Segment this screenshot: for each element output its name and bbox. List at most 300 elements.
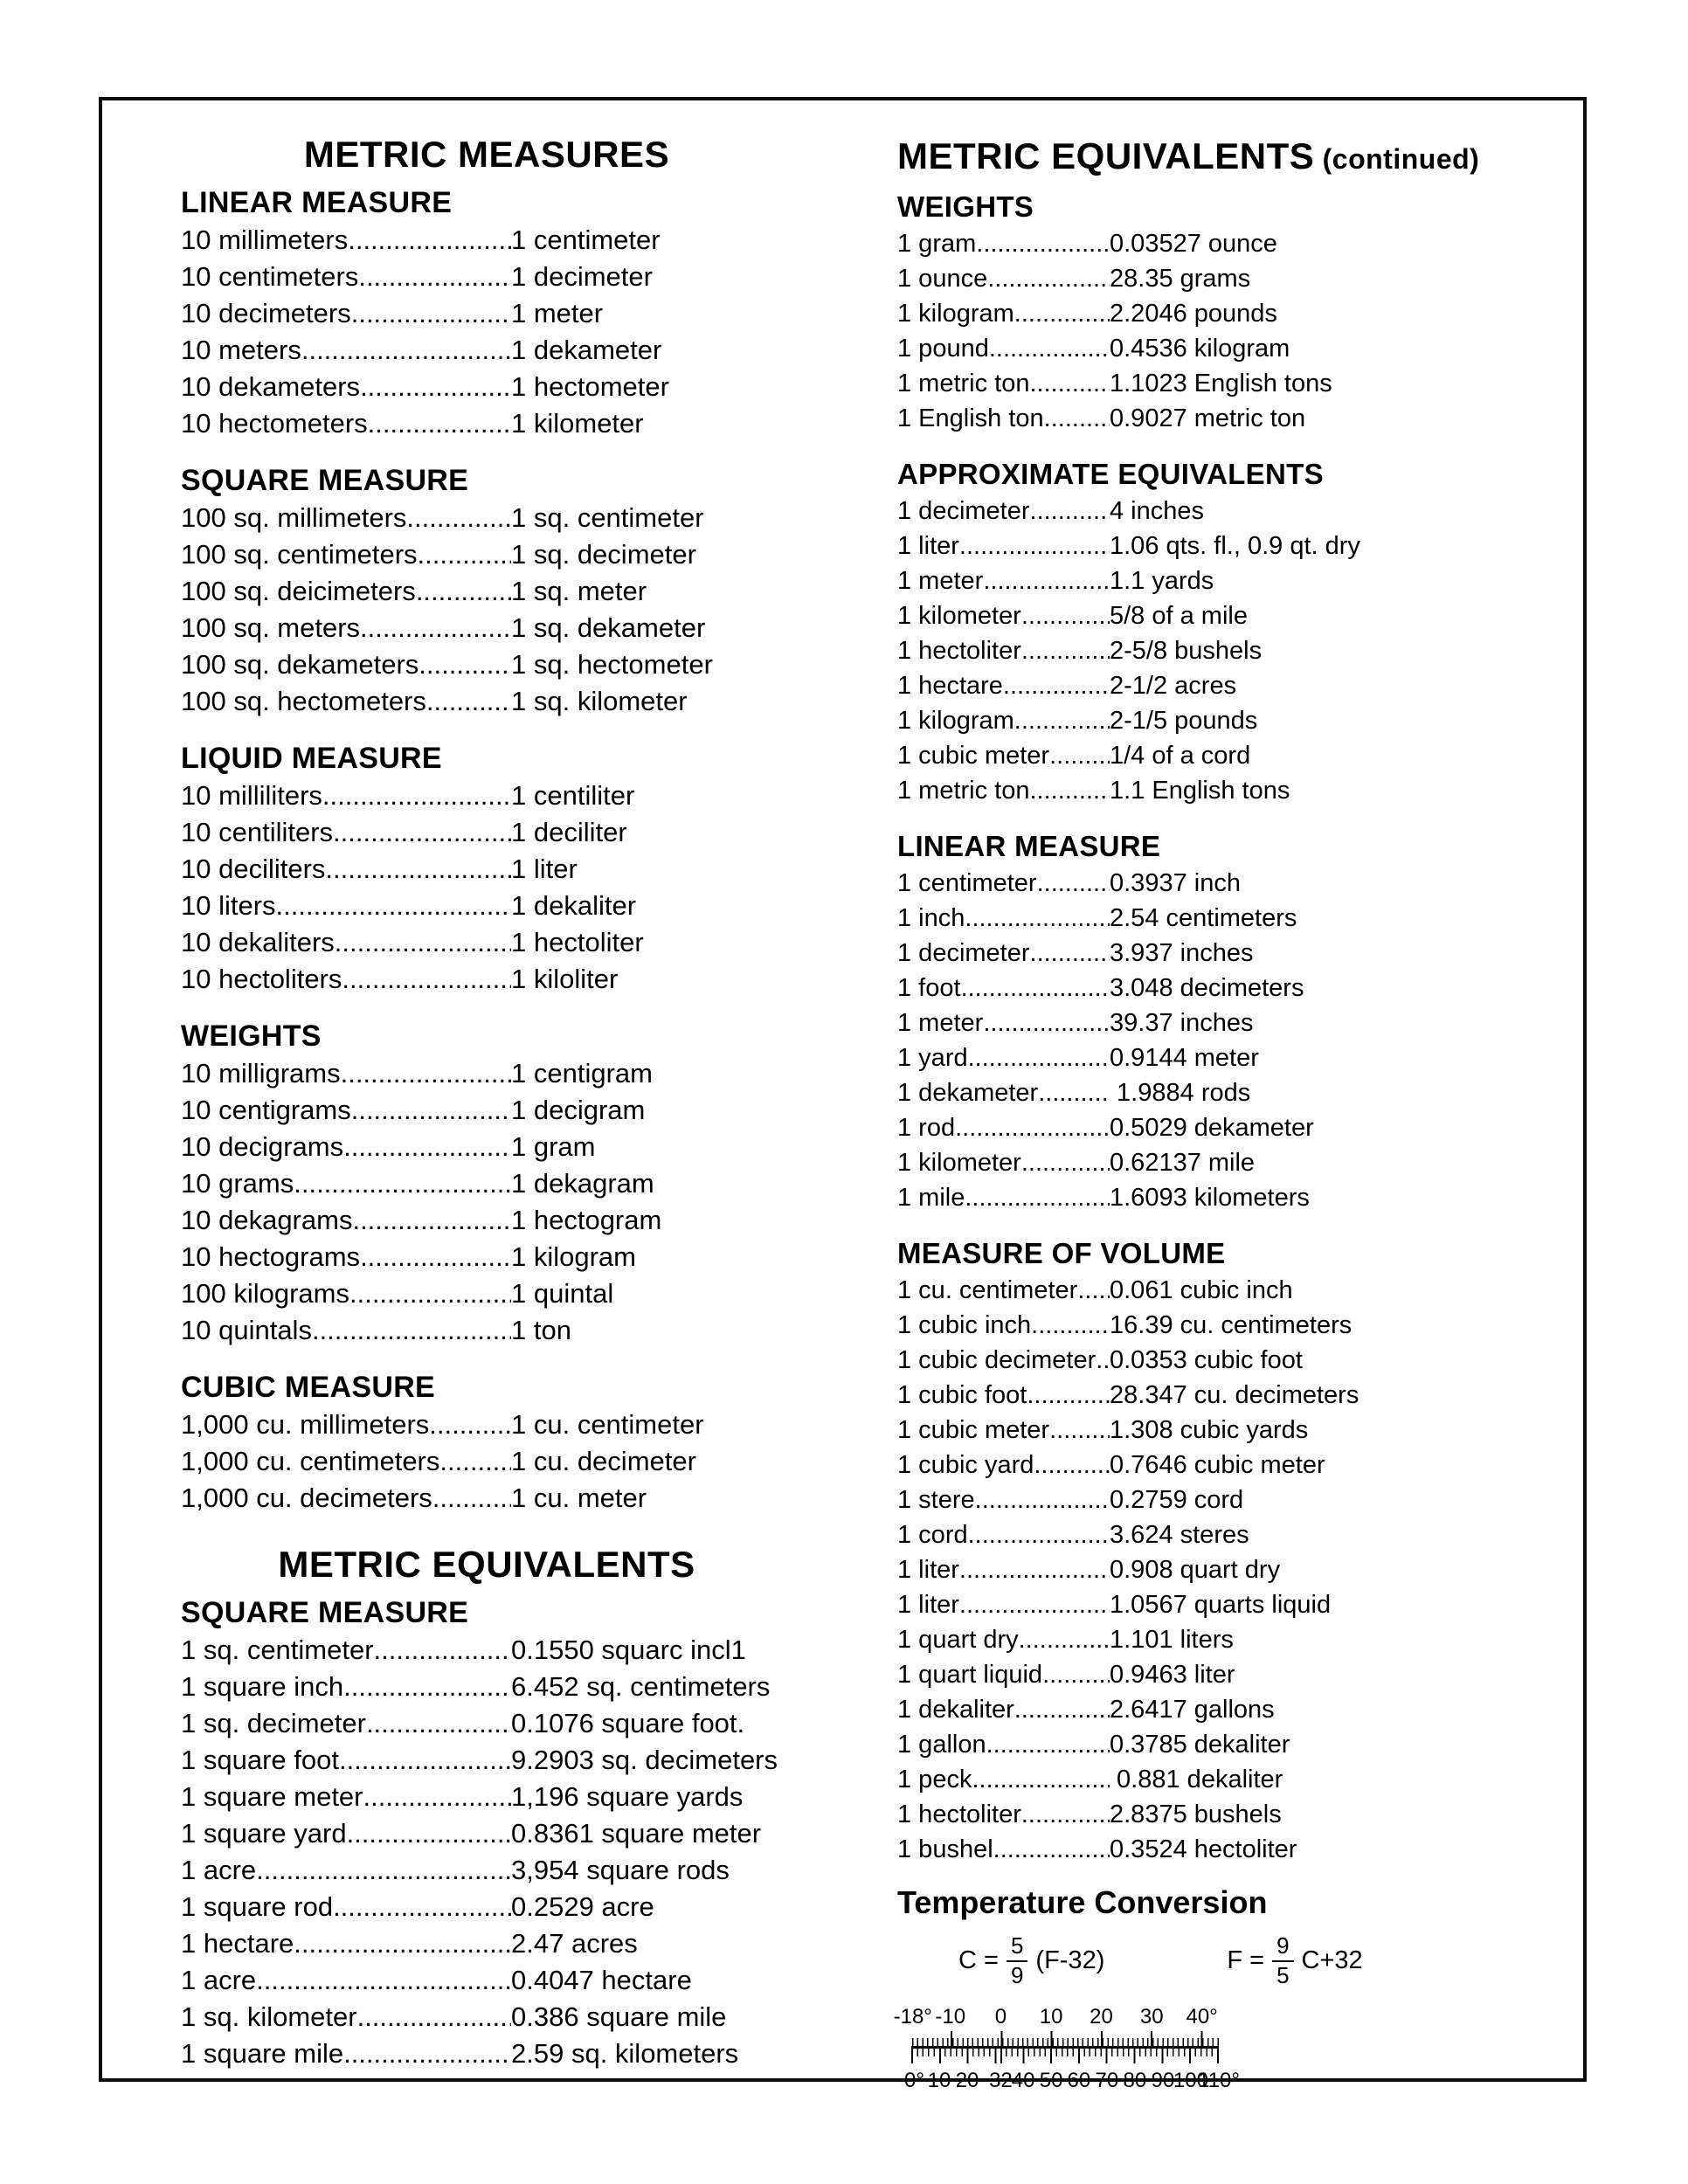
row-value: 1 sq. decimeter (511, 539, 696, 570)
fahrenheit-labels (904, 2063, 1240, 2092)
conversion-row (897, 261, 1526, 296)
row-value: 2.54 centimeters (1110, 904, 1297, 932)
row-term: 1 acre (181, 1855, 257, 1885)
conversion-row (181, 1742, 792, 1779)
row-value: 1 centiliter (511, 780, 635, 811)
celsius-tick-label: -18° (893, 2004, 932, 2028)
thermometer-scale (893, 2003, 1240, 2092)
row-value: 0.8361 square meter (511, 1818, 762, 1849)
row-term: 1 square meter (181, 1781, 363, 1812)
conversion-row (897, 1482, 1526, 1517)
conversion-row (181, 924, 792, 961)
conversion-row (181, 646, 792, 683)
conversion-row (181, 332, 792, 369)
row-term: 1 cubic foot (897, 1381, 1027, 1409)
row-term: 1 acre (181, 1965, 257, 1995)
row-value: 1 hectogram (511, 1205, 662, 1235)
row-value: 39.37 inches (1110, 1009, 1254, 1037)
fahrenheit-formula (1227, 1933, 1362, 1989)
conversion-row (897, 1075, 1526, 1110)
row-value: 2.8375 bushels (1110, 1800, 1282, 1828)
section-heading: SQUARE MEASURE (181, 1596, 469, 1629)
conversion-row (897, 1448, 1526, 1482)
row-term: 10 milliliters (181, 780, 322, 811)
row-term: 1 liter (897, 532, 959, 560)
section-heading: LINEAR MEASURE (897, 830, 1161, 862)
row-value: 1 kilogram (511, 1241, 636, 1272)
dot-leader (333, 1889, 511, 1925)
conversion-row (181, 222, 792, 259)
dot-leader (983, 563, 1110, 598)
conversion-row (181, 573, 792, 610)
dot-leader (352, 1202, 511, 1239)
section-liquid-measure (181, 739, 792, 998)
row-value: 0.4536 kilogram (1110, 335, 1290, 363)
row-value: 0.1076 square foot. (511, 1708, 745, 1738)
conversion-row (181, 1406, 792, 1443)
conversion-row (181, 259, 792, 295)
conversion-row (897, 1587, 1526, 1622)
row-term: 1 gram (897, 230, 977, 258)
row-term: 1 cord (897, 1521, 968, 1549)
row-value: 0.061 cubic inch (1110, 1276, 1293, 1304)
row-term: 1 square rod (181, 1891, 334, 1922)
row-value: 1 hectometer (511, 371, 669, 402)
row-value: 1.1 yards (1110, 567, 1214, 595)
conversion-row (181, 1779, 792, 1815)
row-term: 10 centigrams (181, 1095, 351, 1125)
fahrenheit-tick-label: 100 (1173, 2068, 1208, 2092)
dot-leader (366, 1705, 511, 1742)
row-value: 1 kilometer (511, 408, 644, 439)
fraction-denominator: 5 (1276, 1961, 1290, 1988)
dot-leader (294, 1925, 511, 1962)
row-value: 3,954 square rods (511, 1855, 730, 1885)
row-term: 10 decigrams (181, 1131, 344, 1162)
section-eq-weights (897, 188, 1526, 436)
row-value: 1 sq. dekameter (511, 612, 706, 643)
conversion-row (897, 936, 1526, 971)
row-term: 1 dekaliter (897, 1696, 1014, 1724)
row-term: 1 mile (897, 1184, 965, 1212)
dot-leader (986, 1727, 1110, 1762)
conversion-row (897, 1517, 1526, 1552)
temperature-formulas (958, 1933, 1526, 1989)
fahrenheit-ticks (911, 2049, 1219, 2063)
row-value: 2.47 acres (511, 1928, 638, 1959)
row-term: 1,000 cu. centimeters (181, 1446, 440, 1476)
section-heading: APPROXIMATE EQUIVALENTS (897, 458, 1324, 490)
row-value: 0.7646 cubic meter (1110, 1451, 1325, 1479)
row-term: 10 quintals (181, 1315, 312, 1345)
row-value: 1 sq. kilometer (511, 686, 688, 716)
row-term: 1 decimeter (897, 939, 1030, 967)
row-value: 2.6417 gallons (1110, 1696, 1275, 1724)
dot-leader (351, 295, 511, 332)
celsius-tick-label: 10 (1039, 2004, 1063, 2028)
row-term: 1 stere (897, 1486, 975, 1514)
row-term: 1 hectare (181, 1928, 294, 1959)
conversion-row (897, 1308, 1526, 1343)
dot-leader (1030, 494, 1110, 529)
conversion-row (897, 1145, 1526, 1180)
row-value: 0.2529 acre (511, 1891, 654, 1922)
conversion-row (181, 1165, 792, 1202)
row-term: 1 sq. decimeter (181, 1708, 366, 1738)
row-term: 10 dekagrams (181, 1205, 353, 1235)
dot-leader (339, 1742, 511, 1779)
conversion-row (897, 773, 1526, 808)
dot-leader (1021, 598, 1110, 633)
conversion-row (181, 1239, 792, 1275)
row-value: 9.2903 sq. decimeters (511, 1745, 778, 1775)
dot-leader (1077, 1273, 1110, 1308)
row-value: 1.9884 rods (1110, 1079, 1251, 1107)
fahrenheit-tick-label: 40 (1011, 2068, 1035, 2092)
dot-leader (426, 683, 511, 720)
row-value: 1 dekaliter (511, 890, 637, 921)
conversion-row (181, 295, 792, 332)
left-column (181, 128, 792, 2072)
row-value: 1 sq. centimeter (511, 502, 704, 533)
row-value: 1.308 cubic yards (1110, 1416, 1309, 1444)
row-term: 1 gallon (897, 1731, 986, 1759)
dot-leader (322, 778, 511, 814)
conversion-row (897, 668, 1526, 703)
row-value: 1 kiloliter (511, 964, 619, 994)
dot-leader (975, 1482, 1110, 1517)
row-term: 1 metric ton (897, 370, 1030, 397)
row-value: 0.4047 hectare (511, 1965, 692, 1995)
section-heading: WEIGHTS (181, 1019, 322, 1053)
dot-leader (341, 1055, 511, 1092)
row-term: 10 hectoliters (181, 964, 342, 994)
conversion-row (181, 1480, 792, 1517)
conversion-row (181, 536, 792, 573)
row-value: 1.101 liters (1110, 1626, 1234, 1654)
dot-leader (987, 261, 1110, 296)
dot-leader (416, 573, 511, 610)
row-term: 100 kilograms (181, 1278, 349, 1309)
dot-leader (343, 1669, 511, 1705)
row-term: 1 centimeter (897, 869, 1037, 897)
row-value: 0.1550 squarc incl1 (511, 1635, 746, 1665)
dot-leader (1030, 936, 1110, 971)
conversion-row (181, 1815, 792, 1852)
section-square-measure (181, 461, 792, 720)
conversion-row (897, 1552, 1526, 1587)
conversion-row (181, 405, 792, 442)
row-value: 3.048 decimeters (1110, 974, 1304, 1002)
dot-leader (955, 1110, 1110, 1145)
dot-leader (983, 1006, 1110, 1040)
conversion-row (181, 851, 792, 888)
dot-leader (357, 1999, 511, 2035)
row-term: 1 meter (897, 1009, 984, 1037)
row-value: 2-1/5 pounds (1110, 707, 1258, 735)
row-value: 3.624 steres (1110, 1521, 1249, 1549)
conversion-row (181, 1705, 792, 1742)
dot-leader (419, 646, 511, 683)
dot-leader (1037, 866, 1110, 901)
dot-leader (294, 1165, 511, 1202)
conversion-row (181, 1669, 792, 1705)
dot-leader (965, 901, 1110, 936)
dot-leader (1042, 1657, 1110, 1692)
row-term: 1 hectoliter (897, 1800, 1021, 1828)
row-term: 10 hectometers (181, 408, 368, 439)
row-term: 1 English ton (897, 404, 1044, 432)
conversion-row (897, 296, 1526, 331)
conversion-row (897, 331, 1526, 366)
conversion-row (181, 369, 792, 405)
dot-leader (1019, 1622, 1110, 1657)
conversion-row (897, 494, 1526, 529)
row-term: 10 centiliters (181, 817, 334, 847)
row-value: 1 liter (511, 854, 578, 884)
row-value: 1 decimeter (511, 261, 653, 292)
dot-leader (1038, 1075, 1110, 1110)
dot-leader (276, 888, 511, 924)
row-term: 1 cu. centimeter (897, 1276, 1078, 1304)
row-term: 1 yard (897, 1044, 968, 1072)
conversion-row (897, 1040, 1526, 1075)
dot-leader (363, 1779, 512, 1815)
row-value: 1 quintal (511, 1278, 614, 1309)
conversion-row (181, 1312, 792, 1349)
dot-leader (968, 1040, 1110, 1075)
row-term: 1 sq. centimeter (181, 1635, 374, 1665)
row-value: 1 centimeter (511, 225, 661, 255)
row-value: 1 meter (511, 298, 604, 328)
dot-leader (1021, 1145, 1110, 1180)
row-value: 4 inches (1110, 497, 1205, 525)
row-value: 1 ton (511, 1315, 571, 1345)
row-term: 10 dekaliters (181, 927, 335, 957)
conversion-row (181, 1962, 792, 1999)
row-value: 1.6093 kilometers (1110, 1184, 1310, 1212)
dot-leader (343, 2035, 511, 2072)
conversion-row (181, 1129, 792, 1165)
conversion-row (181, 683, 792, 720)
dot-leader (343, 1129, 511, 1165)
page-title-metric-measures: METRIC MEASURES (303, 134, 670, 175)
temperature-conversion-section (893, 1883, 1526, 2092)
row-term: 10 millimeters (181, 225, 349, 255)
row-value: 1 sq. hectometer (511, 649, 713, 680)
title-continued-suffix: (continued) (1314, 143, 1480, 175)
row-term: 1 kilogram (897, 300, 1014, 328)
celsius-formula (958, 1933, 1104, 1989)
row-term: 1 liter (897, 1556, 959, 1584)
row-value: 1 gram (511, 1131, 596, 1162)
row-value: 0.2759 cord (1110, 1486, 1244, 1514)
celsius-tick-label: 20 (1090, 2004, 1113, 2028)
conversion-row (181, 1999, 792, 2035)
row-value: 1 cu. decimeter (511, 1446, 696, 1476)
row-term: 1 meter (897, 567, 984, 595)
conversion-row (897, 1378, 1526, 1413)
section-approximate-equivalents (897, 455, 1526, 808)
dot-leader (959, 1587, 1110, 1622)
dot-leader (959, 1552, 1110, 1587)
row-term: 100 sq. millimeters (181, 502, 407, 533)
row-value: 0.0353 cubic foot (1110, 1346, 1303, 1374)
fahrenheit-tick-label: 80 (1123, 2068, 1147, 2092)
row-term: 10 decimeters (181, 298, 351, 328)
row-term: 100 sq. centimeters (181, 539, 418, 570)
conversion-row (181, 1889, 792, 1925)
row-value: 0.908 quart dry (1110, 1556, 1281, 1584)
dot-leader (972, 1762, 1110, 1797)
row-term: 1 cubic decimeter (897, 1346, 1097, 1374)
celsius-labels (893, 2003, 1219, 2031)
row-term: 1 cubic inch (897, 1311, 1032, 1339)
fahrenheit-tick-label: 20 (955, 2068, 979, 2092)
dot-leader (429, 1406, 511, 1443)
dot-leader (360, 610, 511, 646)
dot-leader (1014, 296, 1110, 331)
row-term: 1 square inch (181, 1671, 344, 1702)
dot-leader (1014, 1692, 1110, 1727)
row-term: 1 dekameter (897, 1079, 1039, 1107)
dot-leader (1027, 1378, 1110, 1413)
row-term: 1 kilometer (897, 602, 1021, 630)
dot-leader (976, 226, 1110, 261)
row-value: 2-5/8 bushels (1110, 637, 1263, 665)
dot-leader (1049, 1413, 1110, 1448)
conversion-row (897, 1343, 1526, 1378)
dot-leader (335, 924, 511, 961)
dot-leader (360, 369, 511, 405)
row-term: 100 sq. hectometers (181, 686, 426, 716)
row-value: 2.2046 pounds (1110, 300, 1277, 328)
conversion-row (181, 1925, 792, 1962)
conversion-row (181, 961, 792, 998)
fraction (1007, 1933, 1027, 1989)
conversion-row (897, 971, 1526, 1006)
dot-leader (439, 1443, 511, 1480)
conversion-row (181, 888, 792, 924)
conversion-row (181, 1202, 792, 1239)
row-value: 1 hectoliter (511, 927, 644, 957)
row-value: 1.1023 English tons (1110, 370, 1332, 397)
fraction-denominator: 9 (1010, 1961, 1024, 1988)
section-heading: WEIGHTS (897, 190, 1034, 223)
conversion-row (897, 529, 1526, 563)
row-term: 1 foot (897, 974, 961, 1002)
dot-leader (1034, 1448, 1110, 1482)
fahrenheit-tick-label: 32 (989, 2068, 1013, 2092)
row-term: 10 liters (181, 890, 276, 921)
formula-rhs: C+32 (1301, 1946, 1363, 1975)
fahrenheit-tick-label: 60 (1067, 2068, 1091, 2092)
row-term: 1,000 cu. decimeters (181, 1482, 432, 1513)
dot-leader (349, 1275, 511, 1312)
row-term: 1 quart dry (897, 1626, 1019, 1654)
dot-leader (1030, 773, 1110, 808)
dot-leader (432, 1480, 511, 1517)
row-term: 1 quart liquid (897, 1661, 1043, 1689)
row-value: 0.5029 dekameter (1110, 1114, 1314, 1142)
row-value: 1 dekameter (511, 335, 662, 365)
row-term: 10 meters (181, 335, 301, 365)
page-title-metric-equivalents: METRIC EQUIVALENTS (278, 1544, 695, 1585)
formula-lhs: C = (958, 1946, 999, 1975)
row-value: 1 cu. meter (511, 1482, 647, 1513)
row-value: 0.9027 metric ton (1110, 404, 1306, 432)
conversion-row (181, 610, 792, 646)
row-value: 0.3937 inch (1110, 869, 1241, 897)
conversion-row (181, 1092, 792, 1129)
fahrenheit-tick-label: 90 (1151, 2068, 1175, 2092)
conversion-row (897, 226, 1526, 261)
conversion-row (897, 1692, 1526, 1727)
row-value: 1 decigram (511, 1095, 646, 1125)
fraction-numerator: 5 (1007, 1933, 1027, 1962)
celsius-tick-label: 30 (1139, 2004, 1164, 2028)
conversion-row (897, 1657, 1526, 1692)
conversion-row (897, 563, 1526, 598)
dot-leader (1030, 366, 1110, 401)
conversion-row (181, 1275, 792, 1312)
conversion-row (897, 1273, 1526, 1308)
conversion-row (897, 1762, 1526, 1797)
dot-leader (989, 331, 1110, 366)
row-term: 1 cubic meter (897, 742, 1050, 770)
fraction-numerator: 9 (1272, 1933, 1293, 1962)
temperature-heading: Temperature Conversion (897, 1884, 1268, 1920)
celsius-ticks (911, 2031, 1219, 2046)
section-eq-linear-measure (897, 827, 1526, 1215)
row-value: 1 cu. centimeter (511, 1409, 704, 1440)
row-value: 0.9463 liter (1110, 1661, 1235, 1689)
row-value: 0.9144 meter (1110, 1044, 1259, 1072)
row-value: 28.347 cu. decimeters (1110, 1381, 1359, 1409)
row-term: 1 bushel (897, 1835, 993, 1863)
row-value: 1 centigram (511, 1058, 653, 1089)
row-term: 100 sq. meters (181, 612, 361, 643)
formula-lhs: F = (1227, 1946, 1265, 1975)
conversion-row (181, 1443, 792, 1480)
dot-leader (374, 1632, 511, 1669)
row-term: 1 cubic yard (897, 1451, 1034, 1479)
row-value: 1/4 of a cord (1110, 742, 1251, 770)
dot-leader (347, 1815, 511, 1852)
dot-leader (256, 1962, 511, 1999)
dot-leader (1031, 1308, 1110, 1343)
conversion-row (181, 1632, 792, 1669)
dot-leader (301, 332, 511, 369)
row-value: 0.3785 dekaliter (1110, 1731, 1290, 1759)
section-linear-measure (181, 183, 792, 442)
row-term: 1 rod (897, 1114, 956, 1142)
dot-leader (965, 1180, 1110, 1215)
dot-leader (348, 222, 511, 259)
row-term: 1 sq. kilometer (181, 2001, 357, 2032)
conversion-row (897, 703, 1526, 738)
row-term: 10 deciliters (181, 854, 326, 884)
row-value: 0.881 dekaliter (1110, 1766, 1283, 1794)
conversion-row (181, 500, 792, 536)
dot-leader (406, 500, 511, 536)
conversion-row (897, 598, 1526, 633)
row-term: 1 decimeter (897, 497, 1030, 525)
formula-rhs: (F-32) (1035, 1946, 1105, 1975)
section-measure-of-volume (897, 1234, 1526, 1867)
row-value: 2.59 sq. kilometers (511, 2038, 739, 2069)
row-term: 10 milligrams (181, 1058, 341, 1089)
